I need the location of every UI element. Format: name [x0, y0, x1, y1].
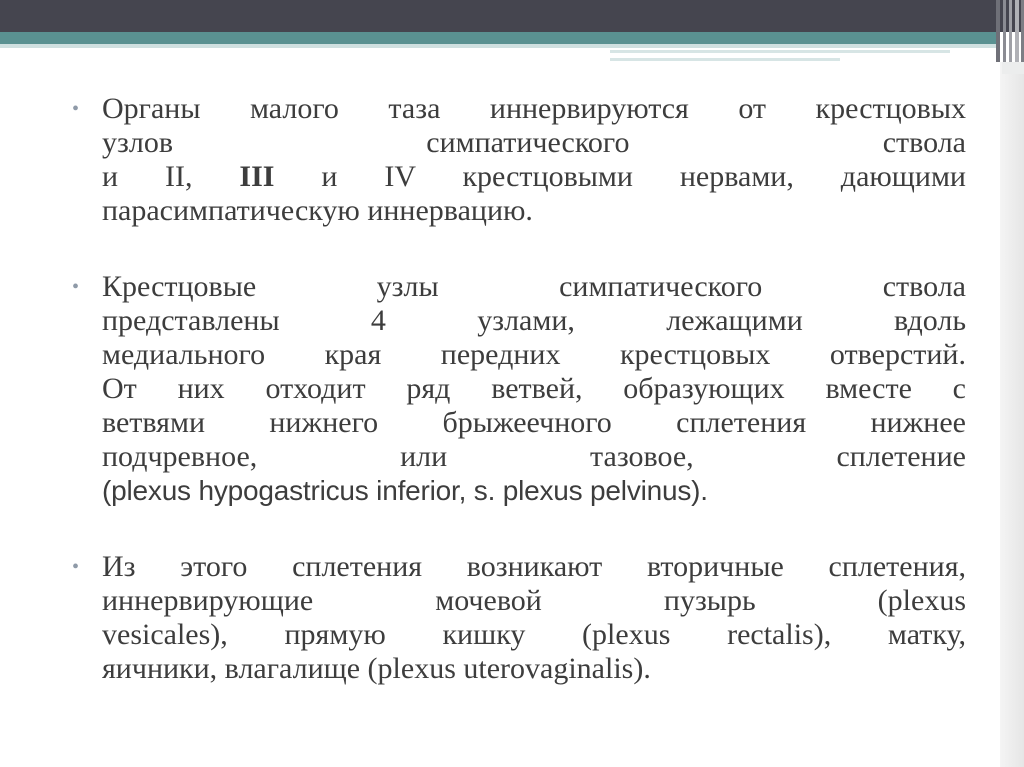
right-edge-fade — [1002, 62, 1024, 74]
bullet-item — [72, 550, 966, 686]
bullet-text-line: иннервирующие мочевой пузырь (plexus — [102, 584, 966, 617]
bullet-dot-icon: • — [72, 556, 80, 578]
bullet-text-line: яичники, влагалище (plexus uterovaginalis). — [102, 652, 651, 685]
header-accent-line — [610, 50, 950, 53]
bullet-text-line: ветвями нижнего брыжеечного сплетения нижнее — [102, 406, 966, 439]
bullet-text-line: Органы малого таза иннервируются от крестцовых — [102, 92, 966, 125]
bullet-text-line: Из этого сплетения возникают вторичные сплетения, — [102, 550, 966, 583]
right-edge-bar — [996, 0, 1000, 62]
bullet-text-fragment: и IV крестцовыми нервами, дающими — [274, 160, 966, 193]
right-edge-bar — [1003, 0, 1006, 62]
bullet-text-line: vesicales), прямую кишку (plexus rectalis), матку, — [102, 618, 966, 651]
right-edge-shadow — [1000, 62, 1024, 767]
bullet-text-line: (plexus hypogastricus inferior, s. plexus pelvinus). — [102, 475, 708, 506]
bullet-text-line: представлены 4 узлами, лежащими вдоль — [102, 304, 966, 337]
header-dark-band — [0, 0, 1024, 32]
bullet-text-fragment: и II, — [102, 160, 240, 193]
slide-body — [72, 92, 966, 686]
bullet-text-line: Крестцовые узлы симпатического ствола — [102, 270, 966, 303]
bullet-item — [72, 92, 966, 228]
header-teal-band — [0, 32, 1000, 44]
header-teal-light-band — [0, 44, 1000, 48]
right-edge-bar — [1009, 0, 1012, 62]
bullet-text-line: подчревное, или тазовое, сплетение — [102, 440, 966, 473]
bullet-text-line — [102, 160, 966, 194]
bullet-text-line: медиального края передних крестцовых отверстий. — [102, 338, 966, 371]
bullet-text-line: узлов симпатического ствола — [102, 126, 966, 159]
bullet-dot-icon: • — [72, 276, 80, 298]
bullet-text-line: От них отходит ряд ветвей, образующих вместе с — [102, 372, 966, 405]
bullet-dot-icon: • — [72, 98, 80, 120]
right-edge-bar — [1015, 0, 1019, 62]
bold-numeral: III — [239, 160, 275, 193]
bullet-item — [72, 270, 966, 508]
bullet-text-line: парасимпатическую иннервацию. — [102, 194, 533, 227]
header-accent-line — [610, 58, 840, 61]
